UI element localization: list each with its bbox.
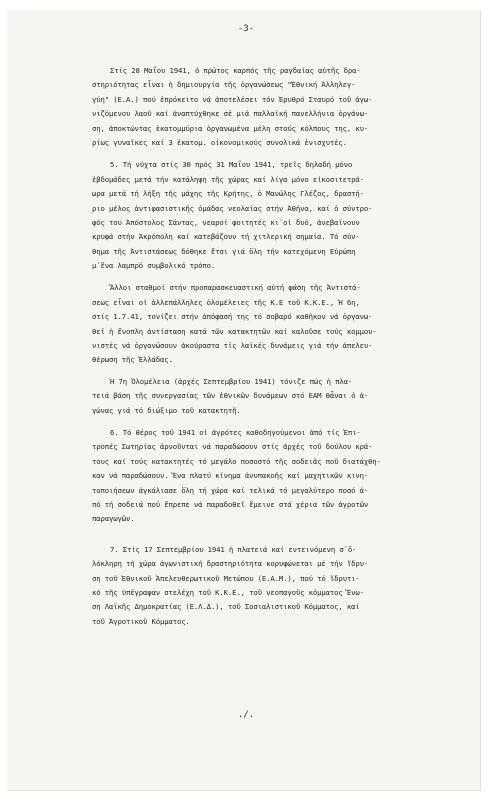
text-line: στίς 1.7.41, τονίζει στήν ἀπόφασή της τό σοβαρό καθῆκον νά ὀργανω- [92, 312, 373, 322]
text-line: θημα τῆς Ἀντιστάσεως δόθηκε ἔτσι γιά ὅλη τήν κατεχόμενη Εὐρώπη [92, 246, 356, 256]
page-number: -3- [237, 24, 255, 34]
text-line: νιστές νά ὀργανώσουν ἀκούραστα τίς λαϊκές δυνάμεις γιά τήν ἀπελευ- [92, 341, 373, 351]
text-line: ἑβδομάδες μετά τήν κατάληψη τῆς χώρας καί λίγα μόνο εἰκοσιτετρά- [92, 174, 364, 184]
text-line: κό τῆς ὑπέγραψαν στελέχη τοῦ Κ.Κ.Ε., τοῦ νεοπαγοῦς κόμματος Ἕνω- [92, 587, 364, 597]
text-line: 6. Τό θέρος τοῦ 1941 οἱ ἀγρότες καθοδηγούμενοι ἀπό τίς Ἐπι- [110, 427, 361, 437]
text-line: μ᾿ἕνα λαμπρό συμβολικό τρόπο. [92, 261, 216, 271]
text-line: γύη" (Ε.Α.) πού ἐπρόκειτο νά ἀποτελέσει τόν Ἐρυθρό Σταυρό τοῦ ἀγω- [92, 94, 373, 104]
text-line: τους καί τούς κατακτητές τό μεγάλο ποσοστό τῆς σοδειᾶς ποῦ διατάχθη- [92, 456, 381, 466]
text-line: ση, ἀποκτώντας ἑκατομμύρια ὀργανωμένα μέλη στούς κόλπους της, κυ- [92, 123, 369, 133]
text-line: πό τή σοδειά πού ἔπρεπε νά παραδοθεῖ ἔμεινε στά χέρια τῶν ἀγροτῶν [92, 499, 369, 509]
text-line: Ἡ 7η Ὁλομέλεια (ἀρχές Σεπτεμβρίου 1941) τόνιζε πώς ἡ πλα- [110, 376, 353, 386]
text-line: παραγωγῶν. [92, 514, 135, 524]
text-line: θέρωση τῆς Ἑλλάδας. [92, 355, 173, 365]
text-line: νιζόμενου λαοῦ καί ἀναπτύχθηκε σέ μιά παλλαϊκή πανελλήνια ὀργάνω- [92, 109, 369, 119]
document-body [92, 64, 466, 629]
text-line: τειά βάση τῆς συνεργασίας τῶν ἐθνικῶν δυνάμεων στό ΕΑΜ θἆναι ὁ ἀ- [92, 391, 369, 401]
paragraph-4 [92, 375, 466, 418]
text-line: ση τοῦ Ἐθνικοῦ Ἀπελευθερωτικοῦ Μετώπου (Ε.Α.Μ.), πού τό ἵδρυτι- [92, 573, 360, 583]
text-line: Ἄλλοι σταθμοί στήν προπαρασκευαστική αὐτή φάση τῆς Ἀντιστά- [110, 283, 361, 293]
text-line: τροπές Σωτηρίας ἀρνοῦνται νά παραδώσουν στίς ἀρχές τοῦ δούλου κρά- [92, 442, 373, 452]
text-line: θεῖ ἡ ἔνοπλη ἀντίσταση κατά τῶν κατακτητῶν καί καλοῦσε τούς κομμου- [92, 326, 377, 336]
page-end-mark: ./. [237, 710, 255, 720]
text-line: ση Λαϊκῆς Δημοκρατίας (Ε.Λ.Δ.), τοῦ Σοσιαλιστικοῦ Κόμματος, καί [92, 602, 360, 612]
text-line: τοῦ Ἀγροτικοῦ Κόμματος. [92, 616, 190, 626]
text-line: τοποιήσεων ἀγκάλιασε ὅλη τή χώρα καί τελικά τό μεγαλύτερο ποσό ἀ- [92, 485, 369, 495]
text-line: λόκληρη τή χώρα ἀγωνιστική δραστηριότητα κορυφώνεται μέ τήν ἵδρυ- [92, 559, 369, 569]
text-line: σεως εἶναι οἱ ἀλλεπάλληλες ὁλομέλειες τῆς Κ.Ε τοῦ Κ.Κ.Ε., Ἡ 6η, [92, 297, 360, 307]
text-line: 7. Στίς 17 Σεπτεμβρίου 1941 ἡ πλατειά καί εντεινόμενη σ᾿ὅ- [110, 544, 357, 554]
text-line: ρίως γυναῖκες καί 3 ἑκατομ. οἰκονομικούς συνολικά ἐνισχυτές. [92, 137, 347, 147]
paragraph-2 [92, 158, 466, 273]
text-line: ριο μέλος ἀντιφασιστικῆς ὁμάδας νεολαίας στήν Ἀθήνα, καί ὁ σύντρο- [92, 203, 373, 213]
text-line: γώνας γιά τό διώξιμο τοῦ κατακτητῆ. [92, 405, 241, 415]
text-line: στηριότητας εἶναι ἡ δημιουργία τῆς ὀργανώσεως "Ἐθνική Ἀλληλεγ- [92, 80, 356, 90]
text-line: ωρα μετά τή λήξη τῆς μάχης τῆς Κρήτης, ὁ Μανώλης Γλέζος, δραστή- [92, 189, 364, 199]
paragraph-1 [92, 64, 466, 150]
paragraph-5 [92, 426, 466, 527]
paragraph-3 [92, 281, 466, 367]
text-line: καν νά παραδώσουν. Ἕνα πλατύ κίνημα ἀνυπακοῆς καί μαχητικῶν κινη- [92, 471, 369, 481]
text-line: 5. Τή νύχτα στίς 30 πρός 31 Μαΐου 1941, τρεῖς δηλαδή μόνο [110, 160, 353, 170]
text-line: Στίς 28 Μαΐου 1941, ό πρώτος καρπός τῆς ραγδαίας αὐτῆς δρα- [110, 66, 361, 75]
text-line: φός του Ἀπόστολος Σάντας, νεαροί φοιτητές κι᾿οἱ δυό, ἀνεβαίνουν [92, 217, 360, 227]
paragraph-6 [92, 543, 466, 629]
text-line: κρυφά στήν Ἀκρόπολη καί κατεβάζουν τή χιτλερική σημαία. Τό σύν- [92, 232, 360, 242]
